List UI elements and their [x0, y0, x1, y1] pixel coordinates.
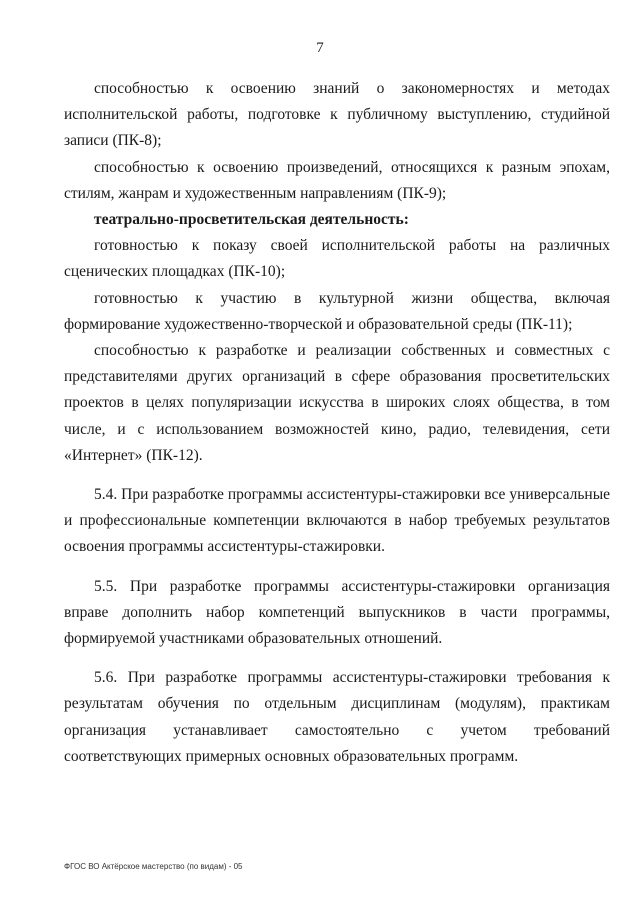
footer-document-id: ФГОС ВО Актёрское мастерство (по видам) - 05: [64, 862, 243, 871]
paragraph-pk11: готовностью к участию в культурной жизни общества, включая формирование художественно-творческой и образовательной среды (ПК-11);: [64, 289, 610, 333]
body-text: [64, 76, 610, 770]
paragraph-pk9: способностью к освоению произведений, относящихся к разным эпохам, стилям, жанрам и художественным направлениям (ПК-9);: [64, 158, 610, 202]
paragraph-pk12: способностью к разработке и реализации собственных и совместных с представителями других организаций в сфере образования просветительских проектов в целях популяризации искусства в широких слоях общества, в том числе, и с использованием возможностей кино, радио, телевидения, сети «Интернет» (ПК-12).: [64, 342, 610, 464]
section-heading: театрально-просветительская деятельность:: [94, 211, 409, 229]
paragraph-pk10: готовностью к показу своей исполнительской работы на различных сценических площадках (ПК-10);: [64, 237, 610, 281]
paragraph-pk8: способностью к освоению знаний о закономерностях и методах исполнительской работы, подготовке к публичному выступлению, студийной записи (ПК-8);: [64, 80, 610, 150]
paragraph-5-5: 5.5. При разработке программы ассистентуры-стажировки организация вправе дополнить набор компетенций выпускников в части программы, формируемой участниками образовательных отношений.: [64, 577, 610, 648]
page-number: 7: [316, 40, 324, 56]
paragraph-5-4: 5.4. При разработке программы ассистентуры-стажировки все универсальные и профессиональные компетенции включаются в набор требуемых результатов освоения программы ассистентуры-стажировки.: [64, 486, 610, 556]
paragraph-5-6: 5.6. При разработке программы ассистентуры-стажировки требования к результатам обучения по отдельным дисциплинам (модулям), практикам организация устанавливает самостоятельно с учетом требований соответствующих примерных основных образовательных программ.: [64, 669, 610, 765]
